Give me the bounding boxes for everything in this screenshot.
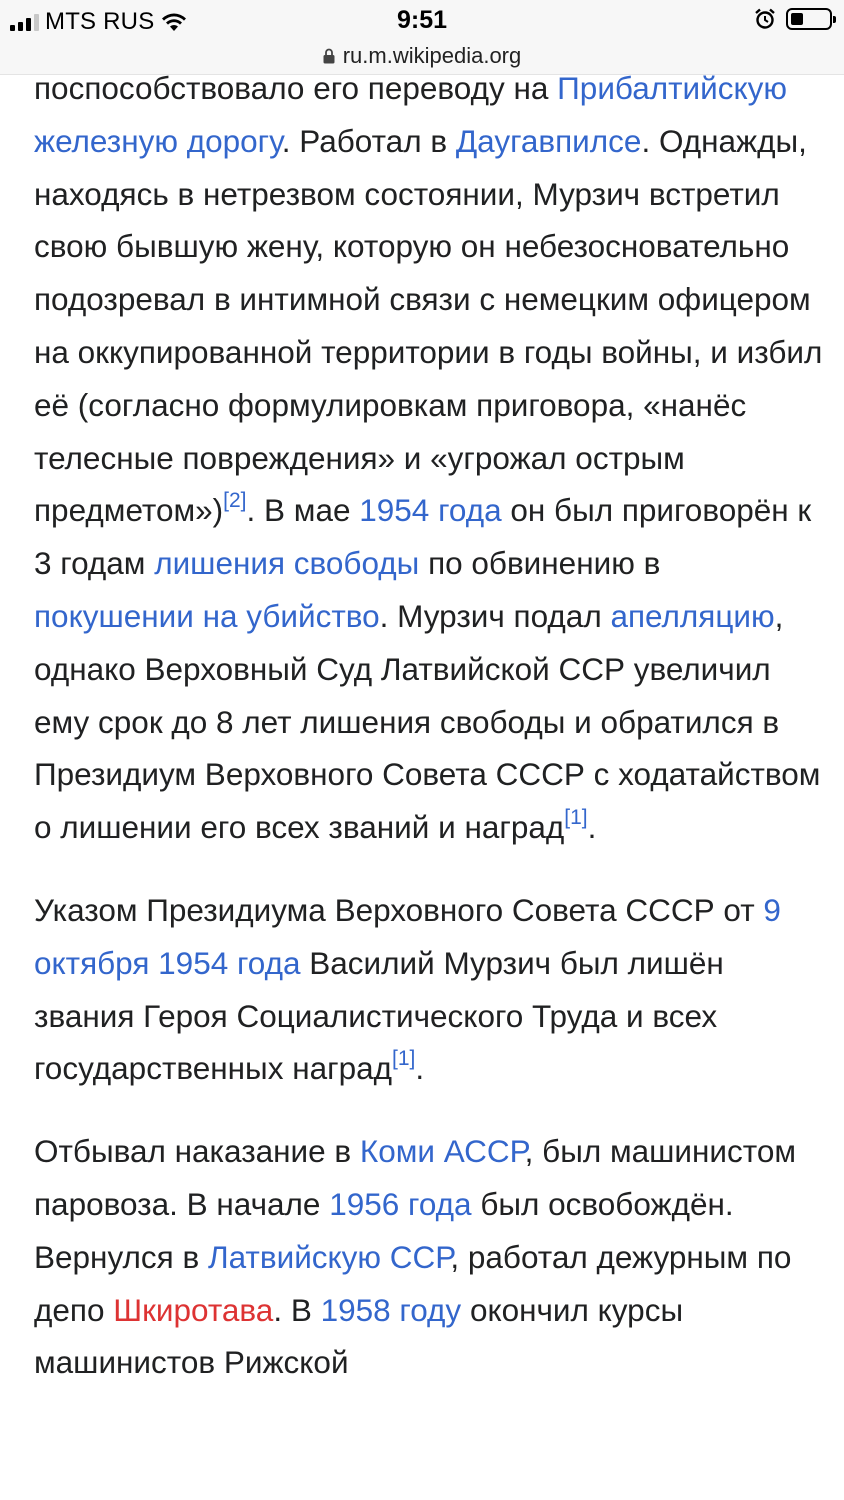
alarm-clock-icon	[754, 8, 776, 30]
text-run: . Работал в	[281, 122, 456, 159]
text-run: окончил курсы машинистов Рижской	[34, 1291, 684, 1381]
text-run: , однако Верховный Суд Латвийской ССР увеличил ему срок до 8 лет лишения свободы и обратился в Президиум Верховного Совета СССР с ходатайством о лишении его всех званий и наград	[34, 597, 821, 846]
paragraph-3	[34, 1125, 824, 1389]
text-run: . В мае	[246, 492, 360, 529]
url-text[interactable]: ru.m.wikipedia.org	[342, 43, 522, 68]
reference-link-2[interactable]: [2]	[223, 489, 247, 513]
paragraph-1	[34, 62, 824, 854]
text-run: Указом Президиума Верховного Совета СССР от	[34, 891, 764, 928]
text-run: , был машинистом паровоза. В начале	[34, 1133, 797, 1222]
clock-time: 9:51	[396, 6, 448, 34]
status-right	[754, 8, 832, 30]
link-attempted-murder[interactable]: покушении на убийство	[34, 597, 380, 634]
text-run: .	[415, 1050, 425, 1087]
link-1958-year[interactable]: 1958 году	[320, 1291, 462, 1328]
reference-sup	[392, 1047, 415, 1070]
link-daugavpils[interactable]: Даугавпилсе	[455, 122, 642, 159]
text-run: . Мурзич подал	[379, 597, 611, 634]
link-appeal[interactable]: апелляцию	[610, 597, 775, 634]
battery-icon	[786, 8, 832, 30]
paragraph-2	[34, 884, 824, 1095]
text-run: Василий Мурзич был лишён звания Героя Социалистического Труда и всех государственных наград	[34, 944, 724, 1087]
article-body	[34, 62, 824, 1419]
text-run: поспособствовало его переводу на	[34, 70, 558, 106]
link-9-october-1954[interactable]: 9 октября 1954 года	[34, 891, 781, 981]
status-bar	[0, 0, 844, 42]
text-run: он был приговорён к 3 годам	[34, 492, 812, 582]
reference-link-1[interactable]: [1]	[392, 1047, 416, 1071]
text-run: Отбывал наказание в	[34, 1133, 360, 1170]
link-baltic-railway[interactable]: Прибалтийскую железную дорогу	[34, 70, 788, 159]
reference-sup	[223, 489, 246, 512]
reference-link-1[interactable]: [1]	[564, 806, 588, 830]
link-latvian-ssr[interactable]: Латвийскую ССР	[207, 1238, 451, 1275]
link-1954-year[interactable]: 1954 года	[359, 492, 502, 529]
text-run: , работал дежурным по депо	[34, 1238, 792, 1328]
link-komi-assr[interactable]: Коми АССР	[359, 1133, 525, 1170]
text-run: был освобождён. Вернулся в	[34, 1185, 734, 1275]
text-run: по обвинению в	[419, 545, 661, 582]
text-run: .	[587, 809, 597, 846]
text-run: . В	[273, 1291, 321, 1328]
link-1956-year[interactable]: 1956 года	[329, 1185, 472, 1222]
link-imprisonment[interactable]: лишения свободы	[154, 545, 420, 582]
link-shkirotava[interactable]: Шкиротава	[113, 1291, 274, 1328]
carrier-name: MTS RUS	[45, 8, 155, 35]
text-run: . Однажды, находясь в нетрезвом состоянии, Мурзич встретил свою бывшую жену, которую он небезосновательно подозревал в интимной связи с немецким офицером на оккупированной территории в годы войны, и избил её (согласно формулировкам приговора, «нанёс телесные повреждения» и «угрожал острым предметом»)	[34, 122, 823, 529]
reference-sup	[564, 806, 587, 829]
